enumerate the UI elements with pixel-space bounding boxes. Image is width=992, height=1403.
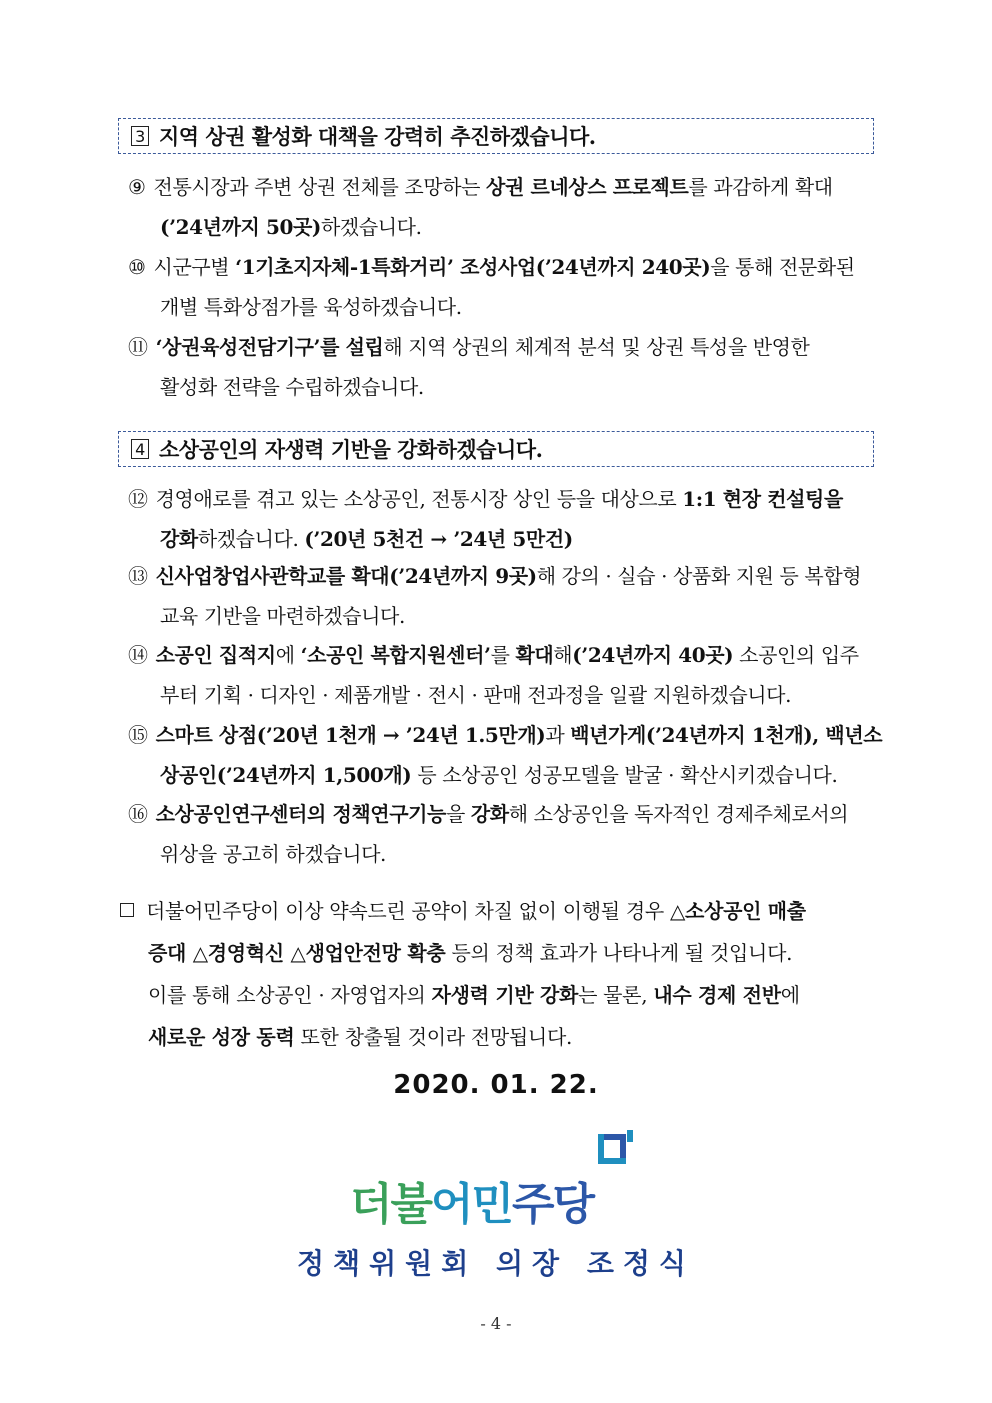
text-run: 해 강의 · 실습 · 상품화 지원 등 복합형 (536, 564, 862, 588)
release-date: 2020. 01. 22. (393, 1070, 599, 1100)
item-number: ⑬ (128, 564, 148, 588)
section-title: 지역 상권 활성화 대책을 강력히 추진하겠습니다. (159, 124, 596, 149)
text-run: 이를 통해 소상공인 · 자영업자의 (148, 983, 432, 1007)
signer: 정책위원회 의장 조정식 (297, 1247, 695, 1280)
logo-text-part: 더불 (350, 1179, 432, 1230)
list-item-16 (128, 794, 878, 874)
text-run: 를 (490, 643, 516, 667)
text-run: 소공인의 입주 (733, 643, 859, 667)
bold-text: 증대 △경영혁신 △생업안전망 확충 (148, 941, 446, 965)
text-run: 는 물론, (578, 983, 654, 1007)
text-run: 하겠습니다. (321, 215, 422, 239)
text-run: 해 (553, 643, 573, 667)
bold-text: 1:1 현장 컨설팅을 (682, 487, 843, 511)
text-run: 를 과감하게 확대 (688, 175, 833, 199)
list-item-12 (128, 479, 878, 559)
item-line (128, 247, 878, 287)
text-run: 에 (275, 643, 301, 667)
logo-text-part: 어민 (431, 1179, 513, 1230)
flag-icon (594, 1130, 640, 1174)
bullet-square-icon (120, 903, 134, 917)
text-run: 개별 특화상점가를 육성하겠습니다. (160, 295, 462, 319)
bold-text: ‘상권육성전담기구’를 설립 (155, 335, 384, 359)
text-run: 더불어민주당이 이상 약속드린 공약이 차질 없이 이행될 경우 (146, 899, 670, 923)
text-run: 위상을 공고히 하겠습니다. (160, 842, 386, 866)
text-run: 하겠습니다. (197, 527, 305, 551)
text-run: 경영애로를 겪고 있는 소상공인, 전통시장 상인 등을 대상으로 (155, 487, 683, 511)
list-item-14 (128, 635, 878, 715)
text-run: 을 (445, 802, 471, 826)
item-number: ⑩ (128, 255, 146, 279)
summary-line (120, 932, 880, 974)
text-run: 을 통해 전문화된 (710, 255, 855, 279)
bold-text: 강화 (470, 802, 509, 826)
text-run: 등의 정책 효과가 나타나게 될 것입니다. (445, 941, 793, 965)
text-run: 교육 기반을 마련하겠습니다. (160, 604, 405, 628)
text-run: 해 지역 상권의 체계적 분석 및 상권 특성을 반영한 (383, 335, 810, 359)
text-run: 에 (780, 983, 800, 1007)
bold-text: 내수 경제 전반 (653, 983, 781, 1007)
bold-text: (’24년까지 50곳) (160, 215, 321, 239)
bold-text: 자생력 기반 강화 (431, 983, 579, 1007)
item-line (128, 715, 883, 755)
text-run: 전통시장과 주변 상권 전체를 조망하는 (153, 175, 487, 199)
party-logo (350, 1130, 650, 1230)
item-line (128, 596, 878, 636)
text-run: 등 소상공인 성공모델을 발굴 · 확산시키겠습니다. (411, 763, 838, 787)
section-heading-3 (118, 118, 874, 154)
list-item-15 (128, 715, 883, 795)
item-line (128, 635, 878, 675)
bold-text: 소공인 집적지 (155, 643, 276, 667)
bold-text: △소상공인 매출 (669, 899, 806, 923)
bold-text: 상공인(’24년까지 1,500개) (160, 763, 412, 787)
bold-text: 소상공인연구센터의 정책연구기능 (155, 802, 446, 826)
item-line (128, 556, 878, 596)
bold-text: 새로운 성장 동력 (148, 1025, 295, 1049)
logo-text-part: 주당 (512, 1179, 594, 1230)
item-line (128, 287, 878, 327)
bold-text: ‘1기초지자체-1특화거리’ 조성사업(’24년까지 240곳) (235, 255, 711, 279)
text-run: 또한 창출될 것이라 전망됩니다. (294, 1025, 573, 1049)
list-item-11 (128, 327, 878, 407)
item-line (128, 675, 878, 715)
item-line (128, 755, 878, 795)
bold-text: 확대 (515, 643, 554, 667)
text-run: 과 (545, 723, 571, 747)
bold-text: (’24년까지 40곳) (572, 643, 734, 667)
item-number: ⑫ (128, 487, 148, 511)
item-number: ⑪ (128, 335, 148, 359)
summary-line (120, 1016, 880, 1058)
item-number: ⑮ (128, 723, 148, 747)
page-number: - 4 - (480, 1314, 512, 1333)
bold-text: 신사업창업사관학교를 확대(’24년까지 9곳) (155, 564, 537, 588)
bold-text: 스마트 상점(’20년 1천개 → ’24년 1.5만개) (155, 723, 546, 747)
item-line (128, 519, 878, 559)
summary-paragraph (120, 890, 880, 1058)
text-run: 부터 기획 · 디자인 · 제품개발 · 전시 · 판매 전과정을 일괄 지원하겠습니다. (160, 683, 792, 707)
text-run: 해 소상공인을 독자적인 경제주체로서의 (508, 802, 849, 826)
list-item-9 (128, 167, 878, 247)
text-run: 활성화 전략을 수립하겠습니다. (160, 375, 424, 399)
section-number: 4 (131, 439, 149, 459)
bold-text: (’20년 5천건 → ’24년 5만건) (304, 527, 573, 551)
item-line (128, 794, 878, 834)
bold-text: 상권 르네상스 프로젝트 (486, 175, 689, 199)
list-item-13 (128, 556, 878, 636)
text-run: 시군구별 (153, 255, 236, 279)
item-number: ⑯ (128, 802, 148, 826)
bold-text: 백년가게(’24년까지 1천개), 백년소 (570, 723, 883, 747)
bold-text: ‘소공인 복합지원센터’ (300, 643, 491, 667)
summary-line (120, 890, 880, 932)
logo-wordmark (350, 1168, 593, 1232)
list-item-10 (128, 247, 878, 327)
item-line (128, 327, 878, 367)
item-number: ⑭ (128, 643, 148, 667)
section-number: 3 (131, 126, 149, 146)
item-line (128, 834, 878, 874)
bold-text: 강화 (160, 527, 198, 551)
item-number: ⑨ (128, 175, 146, 199)
section-title: 소상공인의 자생력 기반을 강화하겠습니다. (159, 437, 543, 462)
item-line (128, 479, 878, 519)
item-line (128, 207, 878, 247)
item-line (128, 167, 878, 207)
section-heading-4 (118, 431, 874, 467)
item-line (128, 367, 878, 407)
summary-line (120, 974, 880, 1016)
